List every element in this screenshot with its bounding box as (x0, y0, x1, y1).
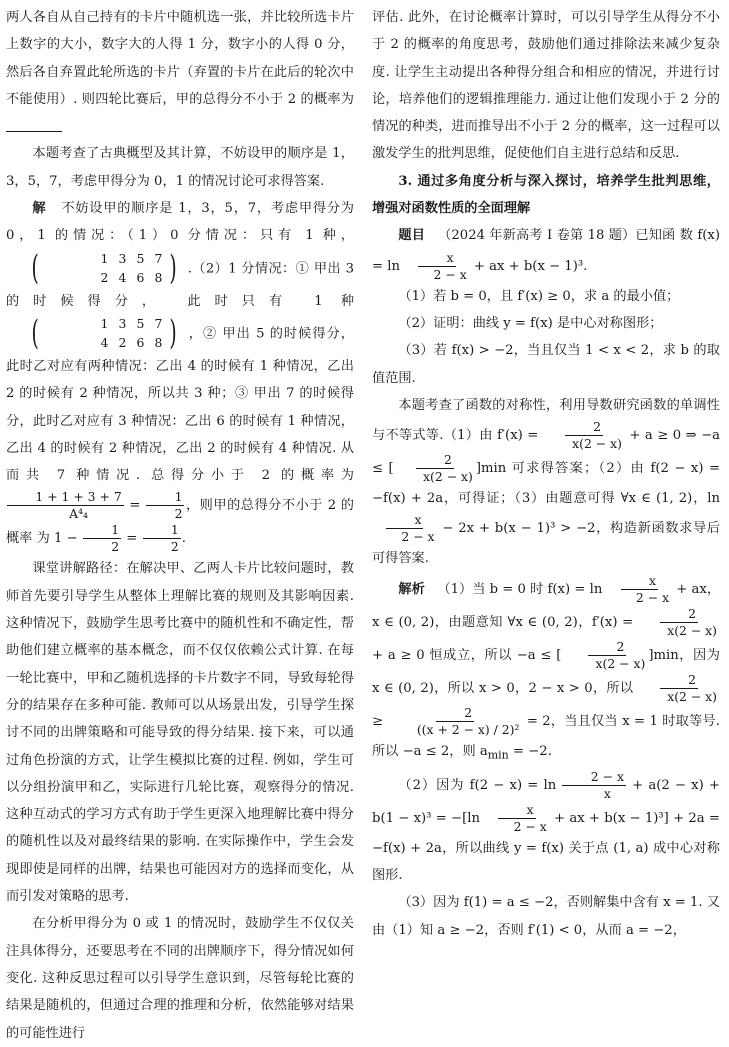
analysis-part-2: （2）因为 f(2 − x) = ln $\frac{2 - x}{x}$ + a(2 − x) + b(1 − x)³ = −[ln $\frac{x}{2 - x}$ + ax + b(x − 1)³] + 2a = −f(x) + 2a，所以曲线 y = f(x) 关于点 (1, a) 成中心对称图形. (372, 768, 720, 883)
problem-source: （2024 年新高考 Ⅰ 卷第 18 题）已知函 (438, 228, 676, 244)
section-heading: 3. 通过多角度分析与深入探讨，培养学生批判思维，增强对函数性质的全面理解 (372, 173, 720, 217)
arrangement-matrix-2: ( 1 3 5 7 4 2 6 8 ) (31, 312, 177, 353)
half-fraction: $\frac{1}{2}$ (83, 522, 121, 555)
question-1: （1）若 b = 0，且 f′(x) ≥ 0，求 a 的最小值； (398, 288, 680, 304)
method-summary: 本题考查了函数的对称性，利用导数研究函数的单调性与不等式等.（1）由 f′(x) = $\frac{2}{x(2 - x)}$ + a ≥ 0 ⇒ −a ≤ [ $\frac{2}{x(2 - x)}$ ]min 可求得答案；（2）由 f(2 − x) = −f(x) + 2a，可得证；（3）由题意可得 ∀x ∈ (1, 2)，ln $\frac{x}{2 - x}$ − 2x + b(x − 1)³ > −2，构造新函数求导后可得答案. (372, 397, 721, 567)
problem-stem-text: 两人各自从自己持有的卡片中随机选一张，并比较所选卡片上数字的大小，数字大的人得 1 分，数字小的人得 0 分，然后各自弃置此轮所选的卡片（弃置的卡片在此后的轮次中不能使用）. 则四轮比赛后，甲的总得分不小于 2 的概率为 (6, 10, 354, 107)
function-fraction: $\frac{x}{2 - x}$ (405, 250, 469, 283)
analysis-part-3: （3）因为 f(1) = a ≤ −2，否则解集中含有 x = 1. 又由（1）知 a ≥ −2，否则 f′(1) < 0，从而 a = −2， (372, 895, 720, 938)
evaluation-paragraph: 评估. 此外，在讨论概率计算时，可以引导学生从得分不小于 2 的概率的角度思考，鼓励他们通过排除法来减少复杂度. 让学生主动提出各种得分组合和相应的情况，并进行讨论，培养他们的逻辑推理能力. 通过让他们发现小于 2 分的情况的种类，进而推导出不小于 2 分的概率，这一过程可以激发学生的批判思维，促使他们自主进行总结和反思. (372, 10, 720, 162)
question-3: （3）若 f(x) > −2，当且仅当 1 < x < 2，求 b 的取值范围. (372, 343, 720, 386)
problem-label: 题目 (398, 228, 426, 244)
analysis-part-1: 解析 （1）当 b = 0 时 f(x) = ln $\frac{x}{2 - x}$ + ax，x ∈ (0, 2)，由题意知 ∀x ∈ (0, 2)，f′(x) = $\frac{2}{x(2 - x)}$ + a ≥ 0 恒成立，所以 −a ≤ [ $\frac{2}{x(2 - x)}$ ]min，因为 x ∈ (0, 2)，所以 x > 0，2 − x > 0，所以 $\frac{2}{x(2 - x)}$ ≥ $\frac{2}{\text{((x + 2 − x) / 2)²}}$ = 2，当且仅当 x = 1 时取等号. 所以 −a ≤ 2，则 $a_{min} = -2$. (372, 572, 721, 762)
question-2: （2）证明：曲线 y = f(x) 是中心对称图形； (398, 315, 663, 331)
solution-text-c: 此时只有 1 种 (187, 293, 355, 309)
analysis-paragraph: 在分析甲得分为 0 或 1 的情况时，鼓励学生不仅仅关注具体得分，还要思考在不同的出牌顺序下，得分情况如何变化. 这种反思过程可以引导学生意识到，尽管每轮比赛的结果是随机的，但通过合理的推理和分析，依然能够对结果的可能性进行 (6, 916, 354, 1041)
half-fraction: $\frac{1}{2}$ (146, 489, 184, 522)
right-column (372, 4, 720, 944)
solution-text-f: ，则甲的总得分不小于 2 的概率 (6, 498, 354, 547)
problem-stem-continued (6, 4, 354, 140)
answer-blank (6, 117, 62, 132)
left-column (6, 4, 354, 1047)
teaching-path-paragraph: 课堂讲解路径：在解决甲、乙两人卡片比较问题时，教师首先要引导学生从整体上理解比赛的规则及其影响因素. 这种情况下，鼓励学生思考比赛中的随机性和不确定性，帮助他们建立概率的基本概念，而不仅仅依赖公式计算. 在每一轮比赛中，甲和乙随机选择的卡片数字不同，导致每轮得分的结果存在多种可能. 教师可以从场景出发，引导学生探讨不同的出牌策略和可能导致的得分结果. 接下来，可以通过角色扮演的方式，让学生模拟比赛的过程. 例如，学生可以分组扮演甲和乙，实际进行几轮比赛，观察得分的情况. 这种互动式的学习方式有助于学生更深入地理解比赛中得分的随机性以及对最终结果的影响. 在实际操作中，学生会发现即使是同样的出牌，结果也可能因对方的选择而变化，从而引发对策略的思考. (6, 561, 354, 905)
solution-text-a: 不妨设甲的顺序是 1，3，5，7，考虑甲得分为 0，1 的情况：（1）0 分情况：只有 1 种， (6, 201, 354, 244)
solution-text-d: ，② 甲出 5 的时候得分， (187, 326, 354, 342)
solution-text-e: 此时乙对应有两种情况：乙出 4 的时候有 1 种情况，乙出 2 的时候有 2 种情况，所以共 3 种；③ 甲出 7 的时候得分，此时乙对应有 3 种情况：乙出 6 的时候有 1 种情况，乙出 4 的时候有 2 种情况，乙出 2 的时候有 4 种情况. 从而共 7 种情况. 总得分小于 2 的概率为 (6, 358, 354, 484)
solution-paragraph: 解 不妨设甲的顺序是 1，3，5，7，考虑甲得分为 0，1 的情况：（1）0 分情况：只有 1 种， ( 1 3 5 7 2 4 6 8 ) .（2）1 分情况：① 甲出 3 的时候得分， 此时只有 1 种 ( 1 3 5 7 4 2 6 8 ) ，② 甲出 5 的时候得分， 此时乙对应有两种情况：乙出 4 的时候有 1 种情况，乙出 2 的时候有 2 种情况，所以共 3 种；③ 甲出 7 的时候得分，此时乙对应有 3 种情况：乙出 6 的时候有 1 种情况，乙出 4 的时候有 2 种情况，乙出 2 的时候有 4 种情况. 从而共 7 种情况. 总得分小于 2 的概率为 $\frac{1 + 1 + 3 + 7}{\text{A⁴₄}}$ = $\frac{1}{2}$ ，则甲的总得分不小于 2 的概率 为 1 − $\frac{1}{2}$ = $\frac{1}{2}$ . (6, 201, 355, 555)
problem-summary: 本题考查了古典概型及其计算，不妨设甲的顺序是 1，3，5，7，考虑甲得分为 0，1 的情况讨论可求得答案. (6, 146, 354, 189)
solution-text-b: .（2）1 分情况：① 甲出 3 的时候得分， (6, 261, 354, 309)
arrangement-matrix-1: ( 1 3 5 7 2 4 6 8 ) (31, 247, 177, 288)
solution-text-g: 为 1 − (36, 531, 78, 547)
half-fraction: $\frac{1}{2}$ (143, 522, 181, 555)
solution-label: 解 (32, 201, 47, 217)
analysis-label: 解析 (398, 581, 425, 597)
probability-fraction: $\frac{1 + 1 + 3 + 7}{\text{A⁴₄}}$ (7, 489, 124, 522)
problem-statement: 题目 （2024 年新高考 Ⅰ 卷第 18 题）已知函 数 f(x) = ln $\frac{x}{2 - x}$ + ax + b(x − 1)³. (372, 228, 721, 282)
